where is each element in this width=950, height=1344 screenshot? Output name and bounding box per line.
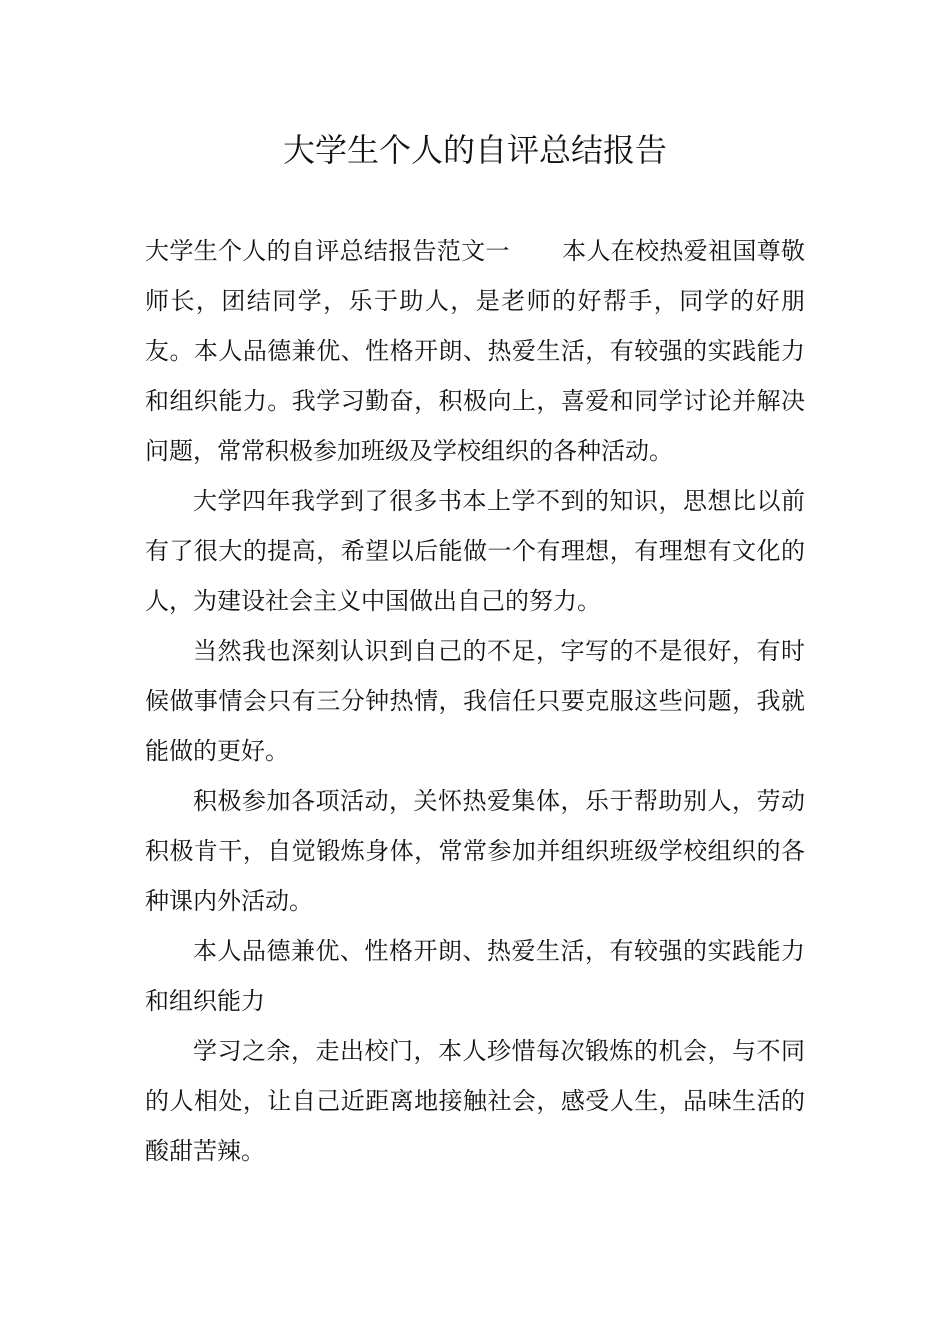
body-paragraph-1: 大学四年我学到了很多书本上学不到的知识，思想比以前有了很大的提高，希望以后能做一个有理想，有理想有文化的人，为建设社会主义中国做出自己的努力。 xyxy=(145,487,805,615)
intro-text: 本人在校热爱祖国尊敬师长，团结同学，乐于助人，是老师的好帮手，同学的好朋友。本人品德兼优、性格开朗、热爱生活，有较强的实践能力和组织能力。我学习勤奋，积极向上，喜爱和同学讨论并解决问题，常常积极参加班级及学校组织的各种活动。 xyxy=(145,237,806,465)
document-body xyxy=(145,226,805,1176)
intro-lead: 大学生个人的自评总结报告范文一 xyxy=(145,237,510,265)
body-paragraph-3: 积极参加各项活动，关怀热爱集体，乐于帮助别人，劳动积极肯干，自觉锻炼身体，常常参加并组织班级学校组织的各种课内外活动。 xyxy=(145,787,805,915)
document-title: 大学生个人的自评总结报告 xyxy=(282,131,667,169)
body-paragraph-5: 学习之余，走出校门，本人珍惜每次锻炼的机会，与不同的人相处，让自己近距离地接触社会，感受人生，品味生活的酸甜苦辣。 xyxy=(145,1037,805,1165)
body-paragraph-4: 本人品德兼优、性格开朗、热爱生活，有较强的实践能力和组织能力 xyxy=(145,937,805,1015)
body-paragraph-2: 当然我也深刻认识到自己的不足，字写的不是很好，有时候做事情会只有三分钟热情，我信任只要克服这些问题，我就能做的更好。 xyxy=(145,637,805,765)
intro-paragraph xyxy=(145,226,805,476)
